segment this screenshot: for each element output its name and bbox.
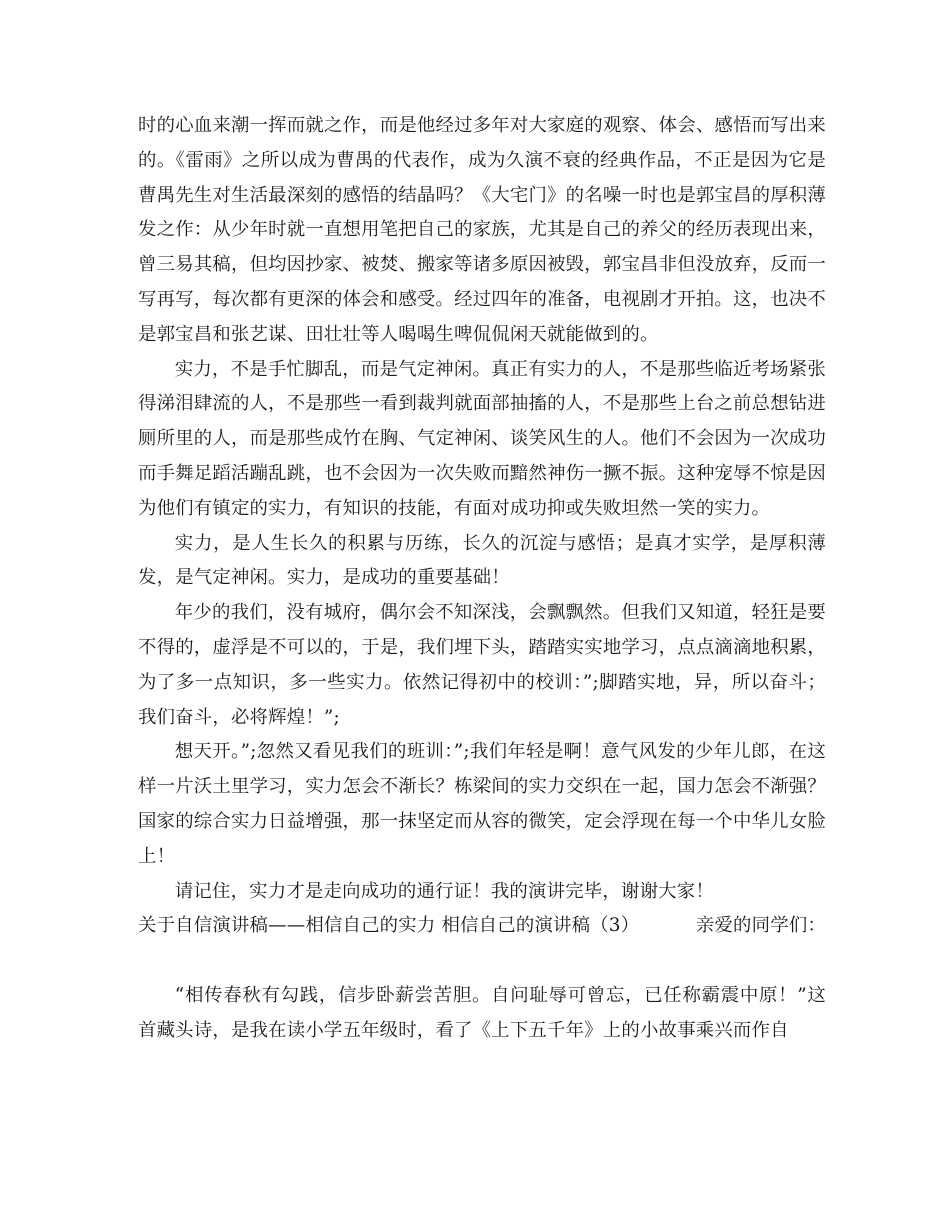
paragraph-strength-definition: 实力，是人生长久的积累与历练，长久的沉淀与感悟；是真才实学，是厚积薄发，是气定神闲。实力，是成功的重要基础！ — [138, 532, 826, 589]
speech-title: 关于自信演讲稿——相信自己的实力 相信自己的演讲稿（3） — [138, 915, 640, 937]
paragraph-closing: 请记住，实力才是走向成功的通行证！我的演讲完毕，谢谢大家！ — [174, 880, 714, 902]
paragraph-caoyu-dazhaimen: 时的心血来潮一挥而就之作，而是他经过多年对大家庭的观察、体会、感悟而写出来的。《雷雨》之所以成为曹禺的代表作，成为久演不衰的经典作品，不正是因为它是曹禺先生对生活最深刻的感悟的结晶吗？《大宅门》的名噪一时也是郭宝昌的厚积薄发之作：从少年时就一直想用笔把自己的家族，尤其是自己的养父的经历表现出来，曾三易其稿，但均因抄家、被焚、搬家等诸多原因被毁，郭宝昌非但没放弃，反而一写再写，每次都有更深的体会和感受。经过四年的准备，电视剧才开拍。这，也决不是郭宝昌和张艺谋、田壮壮等人喝喝生啤侃侃闲天就能做到的。 — [138, 115, 826, 345]
blank-line — [138, 944, 826, 979]
paragraph-class-motto: 想天开。”;忽然又看见我们的班训：”;我们年轻是啊！意气风发的少年儿郎，在这样一片沃土里学习，实力怎会不渐长？栋梁间的实力交织在一起，国力怎会不渐强？国家的综合实力日益增强，那一抹坚定而从容的微笑，定会浮现在每一个中华儿女脸上！ — [138, 741, 826, 867]
paragraph-strength-calm: 实力，不是手忙脚乱，而是气定神闲。真正有实力的人，不是那些临近考场紧张得涕泪肆流的人，不是那些一看到裁判就面部抽搐的人，不是那些上台之前总想钻进厕所里的人，而是那些成竹在胸、气定神闲、谈笑风生的人。他们不会因为一次成功而手舞足蹈活蹦乱跳，也不会因为一次失败而黯然神伤一撅不振。这种宠辱不惊是因为他们有镇定的实力，有知识的技能，有面对成功抑或失败坦然一笑的实力。 — [138, 358, 826, 519]
paragraph-youth-motto: 年少的我们，没有城府，偶尔会不知深浅，会飘飘然。但我们又知道，轻狂是要不得的，虚浮是不可以的，于是，我们埋下头，踏踏实实地学习，点点滴滴地积累，为了多一点知识，多一些实力。依然记得初中的校训：”;脚踏实地，异，所以奋斗；我们奋斗，必将辉煌！”; — [138, 602, 826, 728]
speech-heading-line — [138, 909, 826, 944]
paragraph-goujian-poem: “相传春秋有勾践，信步卧薪尝苦胆。自问耻辱可曾忘，已任称霸震中原！”这首藏头诗，是我在读小学五年级时，看了《上下五千年》上的小故事乘兴而作自 — [138, 984, 826, 1041]
speech-salutation: 亲爱的同学们： — [695, 915, 826, 937]
document-body — [138, 109, 826, 1049]
